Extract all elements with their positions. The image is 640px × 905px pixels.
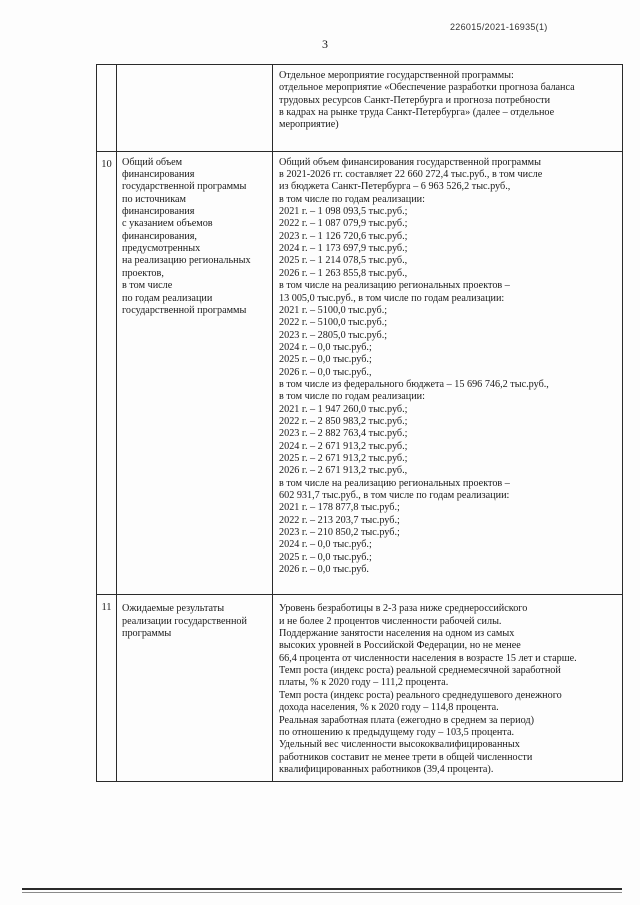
text-line: дохода населения, % к 2020 году – 114,8 процента. — [279, 702, 499, 714]
text-line: высоких уровней в Российской Федерации, но не менее — [279, 640, 521, 652]
text-line: 2022 г. – 5100,0 тыс.руб.; — [279, 317, 388, 329]
text-line: и не более 2 процентов численности рабочей силы. — [279, 615, 502, 627]
row-label — [117, 65, 272, 68]
text-line: в том числе по годам реализации: — [279, 391, 425, 403]
row-value-cell — [273, 151, 623, 595]
table-row — [97, 65, 623, 152]
text-line: 2024 г. – 0,0 тыс.руб.; — [279, 341, 372, 353]
text-line: 2024 г. – 1 173 697,9 тыс.руб.; — [279, 243, 408, 255]
text-line: на реализацию региональных — [122, 255, 251, 267]
text-line: программы — [122, 628, 172, 640]
page-number: 3 — [322, 37, 328, 51]
row-number-cell — [97, 595, 117, 782]
text-line: по источникам — [122, 193, 187, 205]
text-line: Темп роста (индекс роста) реальной среднемесячной заработной — [279, 665, 561, 677]
text-line: в том числе на реализацию региональных проектов – — [279, 280, 510, 292]
text-line: 2022 г. – 2 850 983,2 тыс.руб.; — [279, 415, 408, 427]
text-line: платы, % к 2020 году – 111,2 процента. — [279, 677, 449, 689]
text-line: из бюджета Санкт-Петербурга – 6 963 526,2 тыс.руб., — [279, 181, 511, 193]
text-line: 2024 г. – 0,0 тыс.руб.; — [279, 539, 372, 551]
text-line: работников составит не менее трети в общей численности — [279, 751, 533, 763]
text-line: государственной программы — [122, 304, 247, 316]
text-line: реализации государственной — [122, 615, 247, 627]
text-line: в том числе из федерального бюджета – 15 696 746,2 тыс.руб., — [279, 378, 549, 390]
text-line: финансирования — [122, 206, 195, 218]
text-line: финансирования — [122, 169, 195, 181]
text-line: в том числе по годам реализации: — [279, 193, 425, 205]
footer-rule — [22, 888, 622, 890]
text-line: Общий объем — [122, 156, 183, 168]
text-line: квалифицированных работников (39,4 процента). — [279, 763, 494, 775]
text-line: 2021 г. – 1 098 093,5 тыс.руб.; — [279, 206, 408, 218]
text-line: 2021 г. – 5100,0 тыс.руб.; — [279, 304, 388, 316]
text-line: с указанием объемов — [122, 218, 213, 230]
row-number-cell — [97, 151, 117, 595]
program-passport-table — [96, 64, 623, 782]
text-line: 13 005,0 тыс.руб., в том числе по годам реализации: — [279, 292, 505, 304]
text-line: 2022 г. – 213 203,7 тыс.руб.; — [279, 514, 400, 526]
table-row — [97, 595, 623, 782]
text-line: проектов, — [122, 267, 164, 279]
document-id: 226015/2021-16935(1) — [450, 22, 548, 32]
text-line: 2022 г. – 1 087 079,9 тыс.руб.; — [279, 218, 408, 230]
text-line: Общий объем финансирования государственной программы — [279, 156, 541, 168]
text-line: трудовых ресурсов Санкт-Петербурга и прогноза потребности — [279, 94, 551, 106]
text-line: 2024 г. – 2 671 913,2 тыс.руб.; — [279, 440, 408, 452]
text-line: в 2021-2026 гг. составляет 22 660 272,4 тыс.руб., в том числе — [279, 169, 543, 181]
row-value — [273, 65, 622, 151]
text-line: Реальная заработная плата (ежегодно в среднем за период) — [279, 714, 534, 726]
text-line: 2023 г. – 2 882 763,4 тыс.руб.; — [279, 428, 408, 440]
text-line: финансирования, — [122, 230, 197, 242]
row-label-cell — [117, 151, 273, 595]
text-line: 2025 г. – 0,0 тыс.руб.; — [279, 354, 372, 366]
row-label-cell — [117, 595, 273, 782]
text-line: в том числе — [122, 280, 173, 292]
row-value — [273, 152, 622, 595]
text-line: государственной программы — [122, 181, 247, 193]
text-line: Поддержание занятости населения на одном из самых — [279, 628, 515, 640]
text-line: 602 931,7 тыс.руб., в том числе по годам реализации: — [279, 490, 510, 501]
text-line: Ожидаемые результаты — [122, 603, 225, 615]
text-line: в кадрах на рынке труда Санкт-Петербурга» (далее – отдельное — [279, 107, 555, 119]
text-line: 2026 г. – 0,0 тыс.руб., — [279, 366, 372, 378]
text-line: 2021 г. – 1 947 260,0 тыс.руб.; — [279, 403, 408, 415]
row-number — [97, 65, 116, 72]
text-line: 66,4 процента от численности населения в возрасте 15 лет и старше. — [279, 652, 577, 664]
row-value-cell — [273, 65, 623, 152]
text-line: 2025 г. – 2 671 913,2 тыс.руб.; — [279, 452, 408, 464]
row-number-cell — [97, 65, 117, 152]
row-label-cell — [117, 65, 273, 152]
text-line: 2021 г. – 178 877,8 тыс.руб.; — [279, 502, 400, 514]
text-line: по годам реализации — [122, 292, 213, 304]
table-row — [97, 151, 623, 595]
text-line: 2023 г. – 210 850,2 тыс.руб.; — [279, 527, 400, 539]
text-line: 2026 г. – 2 671 913,2 тыс.руб., — [279, 465, 408, 477]
text-line: по отношению к предыдущему году – 103,5 процента. — [279, 726, 515, 738]
row-number: 11 — [101, 602, 112, 614]
row-value-cell — [273, 595, 623, 782]
text-line: Удельный вес численности высококвалифицированных — [279, 739, 520, 751]
text-line: предусмотренных — [122, 243, 201, 255]
text-line: Уровень безработицы в 2-3 раза ниже среднероссийского — [279, 603, 528, 615]
text-line: 2025 г. – 1 214 078,5 тыс.руб., — [279, 255, 408, 267]
text-line: 2023 г. – 1 126 720,6 тыс.руб.; — [279, 230, 408, 242]
row-number: 10 — [101, 158, 112, 170]
text-line: 2025 г. – 0,0 тыс.руб.; — [279, 551, 372, 563]
text-line: в том числе на реализацию региональных проектов – — [279, 477, 510, 489]
text-line: 2026 г. – 0,0 тыс.руб. — [279, 564, 369, 576]
row-label — [117, 595, 272, 640]
row-value — [273, 595, 622, 781]
row-label — [117, 152, 272, 317]
text-line: Темп роста (индекс роста) реального среднедушевого денежного — [279, 689, 562, 701]
text-line: Отдельное мероприятие государственной программы: — [279, 70, 514, 81]
text-line: отдельное мероприятие «Обеспечение разработки прогноза баланса — [279, 82, 575, 94]
text-line: мероприятие) — [279, 119, 339, 131]
text-line: 2026 г. – 1 263 855,8 тыс.руб., — [279, 267, 408, 279]
text-line: 2023 г. – 2805,0 тыс.руб.; — [279, 329, 388, 341]
footer-rule-secondary — [22, 892, 622, 893]
